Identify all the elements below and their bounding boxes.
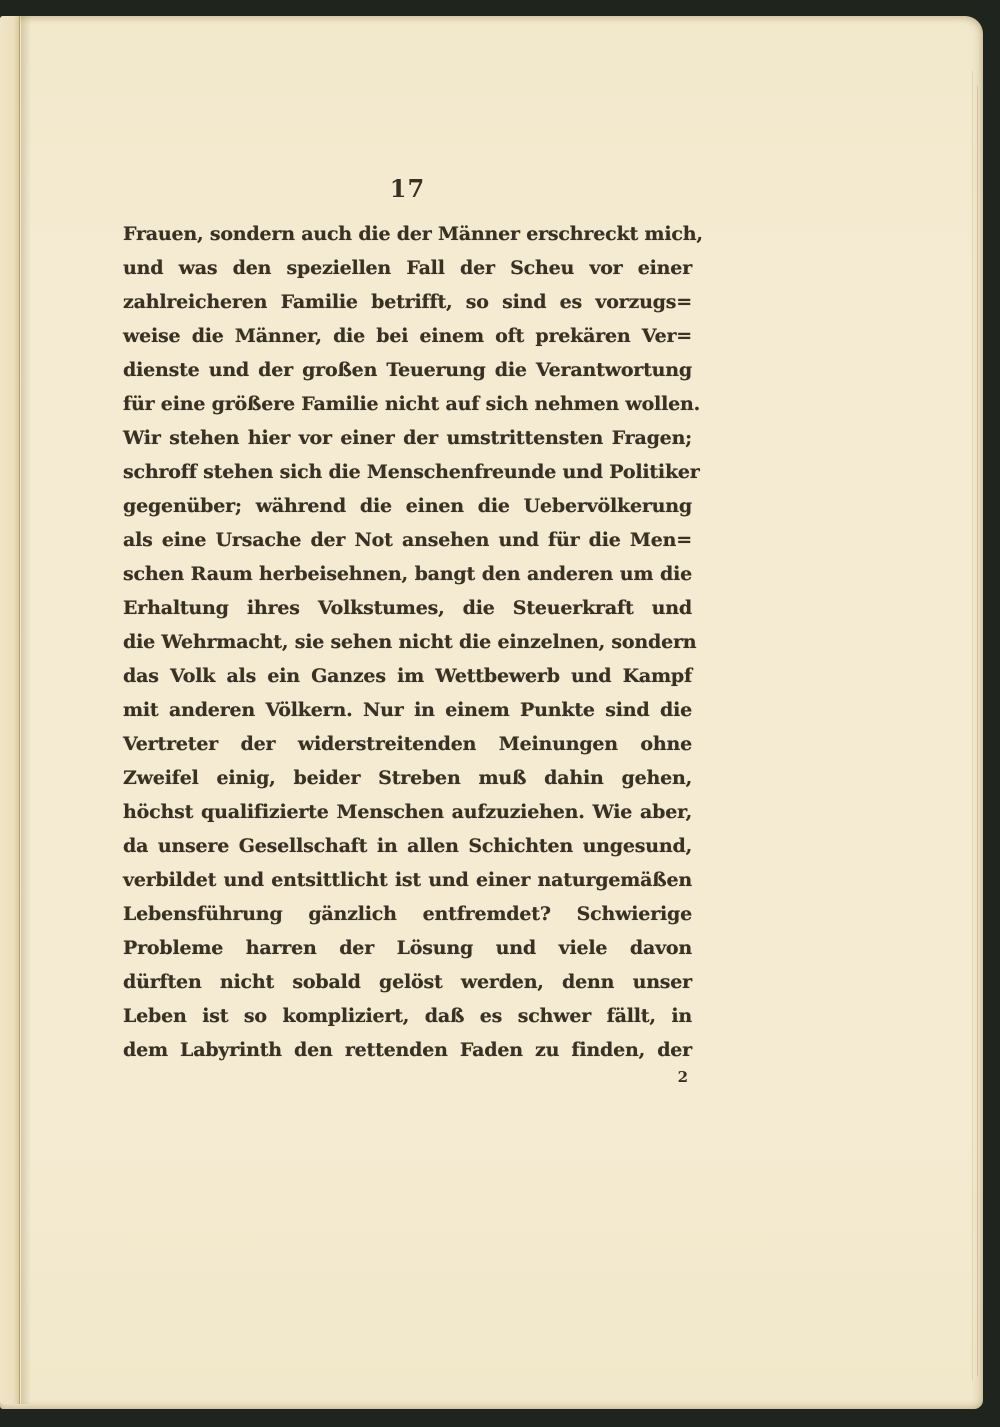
text-line: gegenüber; während die einen die Uebervölkerung	[123, 495, 692, 517]
text-line: dienste und der großen Teuerung die Verantwortung	[123, 359, 692, 381]
book-page	[0, 16, 983, 1409]
text-line: zahlreicheren Familie betrifft, so sind es vorzugs=	[123, 291, 692, 313]
text-line: das Volk als ein Ganzes im Wettbewerb und Kampf	[123, 665, 692, 687]
text-line: höchst qualifizierte Menschen aufzuziehen. Wie aber,	[123, 801, 692, 823]
page-edge-line	[972, 71, 973, 1381]
text-line: Leben ist so kompliziert, daß es schwer fällt, in	[123, 1005, 692, 1027]
gutter-crease-line	[21, 16, 31, 1404]
body-text-block	[123, 217, 703, 1067]
text-line: dem Labyrinth den rettenden Faden zu finden, der	[123, 1039, 692, 1061]
text-line: die Wehrmacht, sie sehen nicht die einzelnen, sondern	[123, 631, 697, 653]
text-line: Zweifel einig, beider Streben muß dahin gehen,	[123, 767, 692, 789]
text-line: mit anderen Völkern. Nur in einem Punkte sind die	[123, 699, 692, 721]
signature-mark: 2	[677, 1068, 688, 1086]
text-line: Vertreter der widerstreitenden Meinungen ohne	[123, 733, 692, 755]
text-line: dürften nicht sobald gelöst werden, denn unser	[123, 971, 692, 993]
text-line: schroff stehen sich die Menschenfreunde und Politiker	[123, 461, 700, 483]
text-line: als eine Ursache der Not ansehen und für die Men=	[123, 529, 692, 551]
page-number: 17	[389, 174, 426, 203]
page-edge-line	[977, 86, 978, 1376]
text-line: und was den speziellen Fall der Scheu vor einer	[123, 257, 692, 279]
text-line: Wir stehen hier vor einer der umstrittensten Fragen;	[123, 427, 692, 449]
text-line: Lebensführung gänzlich entfremdet? Schwierige	[123, 903, 692, 925]
text-line: Erhaltung ihres Volkstumes, die Steuerkraft und	[123, 597, 692, 619]
text-line: da unsere Gesellschaft in allen Schichten ungesund,	[123, 835, 692, 857]
text-line: Probleme harren der Lösung und viele davon	[123, 937, 692, 959]
text-line: Frauen, sondern auch die der Männer erschreckt mich,	[123, 223, 703, 245]
text-line: schen Raum herbeisehnen, bangt den anderen um die	[123, 563, 692, 585]
text-line: weise die Männer, die bei einem oft prekären Ver=	[123, 325, 692, 347]
gutter-page-edge	[0, 16, 20, 1404]
text-line: für eine größere Familie nicht auf sich nehmen wollen.	[123, 393, 701, 415]
text-line: verbildet und entsittlicht ist und einer naturgemäßen	[123, 869, 692, 891]
